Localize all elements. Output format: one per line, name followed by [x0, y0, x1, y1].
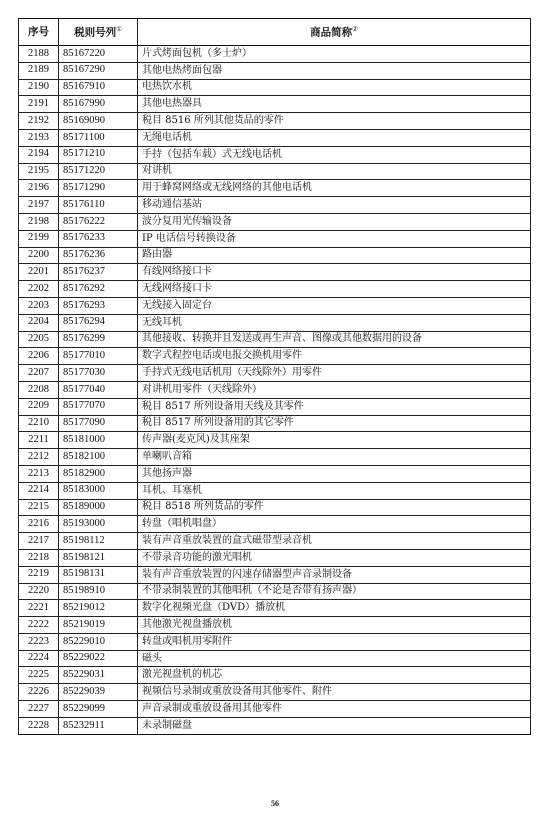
table-row [19, 180, 531, 197]
row-seq: 2214 [19, 482, 59, 499]
row-code: 85177030 [59, 365, 138, 382]
row-name: 磁头 [138, 650, 531, 667]
row-name: 不带录音功能的激光唱机 [138, 549, 531, 566]
row-seq: 2210 [19, 415, 59, 432]
row-name: 片式烤面包机（多士炉） [138, 46, 531, 63]
table-row [19, 533, 531, 550]
row-seq: 2211 [19, 432, 59, 449]
row-name: 无线耳机 [138, 314, 531, 331]
row-seq: 2225 [19, 667, 59, 684]
row-name: 移动通信基站 [138, 197, 531, 214]
row-name: 转盘（唱机唱盘） [138, 516, 531, 533]
table-row [19, 516, 531, 533]
table-row [19, 46, 531, 63]
row-code: 85182900 [59, 465, 138, 482]
row-name: 路由器 [138, 247, 531, 264]
row-code: 85176236 [59, 247, 138, 264]
row-seq: 2203 [19, 297, 59, 314]
row-seq: 2209 [19, 398, 59, 415]
row-name: 其他扬声器 [138, 465, 531, 482]
table-row [19, 213, 531, 230]
row-name: 对讲机用零件（天线除外） [138, 381, 531, 398]
row-name: 视频信号录制或重放设备用其他零件、附件 [138, 684, 531, 701]
row-seq: 2205 [19, 331, 59, 348]
row-name: 无绳电话机 [138, 129, 531, 146]
row-seq: 2220 [19, 583, 59, 600]
row-code: 85167290 [59, 62, 138, 79]
row-name: 数字式程控电话或电报交换机用零件 [138, 348, 531, 365]
table-row [19, 365, 531, 382]
table-row [19, 465, 531, 482]
row-name: 电热饮水机 [138, 79, 531, 96]
row-name: 耳机、耳塞机 [138, 482, 531, 499]
table-row [19, 633, 531, 650]
row-seq: 2192 [19, 113, 59, 130]
footnote-mark-2: ② [352, 25, 358, 33]
row-code: 85171290 [59, 180, 138, 197]
row-seq: 2216 [19, 516, 59, 533]
header-name [138, 19, 531, 46]
row-seq: 2196 [19, 180, 59, 197]
table-row [19, 482, 531, 499]
row-name: 激光视盘机的机芯 [138, 667, 531, 684]
tariff-table [18, 18, 531, 735]
row-code: 85176293 [59, 297, 138, 314]
row-code: 85176292 [59, 281, 138, 298]
row-seq: 2217 [19, 533, 59, 550]
row-code: 85176222 [59, 213, 138, 230]
header-seq [19, 19, 59, 46]
row-name: 税目 8517 所列设备用天线及其零件 [138, 398, 531, 415]
row-code: 85232911 [59, 717, 138, 734]
row-name: 税目 8516 所列其他货品的零件 [138, 113, 531, 130]
table-row [19, 381, 531, 398]
row-code: 85219012 [59, 600, 138, 617]
table-row [19, 297, 531, 314]
row-seq: 2208 [19, 381, 59, 398]
table-row [19, 146, 531, 163]
row-code: 85182100 [59, 449, 138, 466]
row-seq: 2193 [19, 129, 59, 146]
row-seq: 2200 [19, 247, 59, 264]
row-name: 转盘或唱机用零附件 [138, 633, 531, 650]
row-name: 税目 8518 所列货品的零件 [138, 499, 531, 516]
row-name: 单喇叭音箱 [138, 449, 531, 466]
row-seq: 2190 [19, 79, 59, 96]
row-seq: 2199 [19, 230, 59, 247]
row-seq: 2223 [19, 633, 59, 650]
row-code: 85193000 [59, 516, 138, 533]
table-row [19, 62, 531, 79]
row-code: 85198910 [59, 583, 138, 600]
row-seq: 2195 [19, 163, 59, 180]
table-row [19, 163, 531, 180]
row-code: 85177010 [59, 348, 138, 365]
row-seq: 2188 [19, 46, 59, 63]
row-seq: 2194 [19, 146, 59, 163]
row-seq: 2227 [19, 701, 59, 718]
header-seq-label: 序号 [28, 25, 49, 38]
row-seq: 2189 [19, 62, 59, 79]
table-row [19, 96, 531, 113]
row-code: 85198131 [59, 566, 138, 583]
row-seq: 2204 [19, 314, 59, 331]
row-code: 85229031 [59, 667, 138, 684]
row-seq: 2222 [19, 617, 59, 634]
row-name: 其他激光视盘播放机 [138, 617, 531, 634]
row-code: 85176110 [59, 197, 138, 214]
row-seq: 2219 [19, 566, 59, 583]
row-name: IP 电话信号转换设备 [138, 230, 531, 247]
row-code: 85181000 [59, 432, 138, 449]
table-row [19, 314, 531, 331]
row-name: 数字化视频光盘（DVD）播放机 [138, 600, 531, 617]
row-name: 不带录制装置的其他唱机（不论是否带有扬声器） [138, 583, 531, 600]
row-code: 85171210 [59, 146, 138, 163]
row-name: 无线接入固定台 [138, 297, 531, 314]
row-code: 85177090 [59, 415, 138, 432]
row-name: 手持（包括车载）式无线电话机 [138, 146, 531, 163]
row-name: 未录制磁盘 [138, 717, 531, 734]
row-name: 对讲机 [138, 163, 531, 180]
table-row [19, 264, 531, 281]
row-seq: 2198 [19, 213, 59, 230]
row-name: 用于蜂窝网络或无线网络的其他电话机 [138, 180, 531, 197]
row-code: 85167910 [59, 79, 138, 96]
table-row [19, 432, 531, 449]
header-code [59, 19, 138, 46]
row-seq: 2207 [19, 365, 59, 382]
table-row [19, 549, 531, 566]
row-name: 其他电热器具 [138, 96, 531, 113]
row-name: 无线网络接口卡 [138, 281, 531, 298]
row-seq: 2226 [19, 684, 59, 701]
row-name: 装有声音重放装置的盒式磁带型录音机 [138, 533, 531, 550]
row-name: 其他电热烤面包器 [138, 62, 531, 79]
row-code: 85176294 [59, 314, 138, 331]
row-seq: 2221 [19, 600, 59, 617]
table-row [19, 398, 531, 415]
row-code: 85177070 [59, 398, 138, 415]
row-code: 85177040 [59, 381, 138, 398]
row-code: 85229039 [59, 684, 138, 701]
row-seq: 2228 [19, 717, 59, 734]
table-row [19, 348, 531, 365]
row-name: 波分复用光传输设备 [138, 213, 531, 230]
header-row [19, 19, 531, 46]
table-row [19, 331, 531, 348]
row-seq: 2212 [19, 449, 59, 466]
table-row [19, 197, 531, 214]
table-row [19, 684, 531, 701]
row-seq: 2224 [19, 650, 59, 667]
row-code: 85176299 [59, 331, 138, 348]
footnote-mark-1: ① [116, 25, 122, 33]
row-code: 85198112 [59, 533, 138, 550]
row-code: 85176233 [59, 230, 138, 247]
page-number: 56 [271, 799, 279, 808]
row-name: 税目 8517 所列设备用的其它零件 [138, 415, 531, 432]
table-row [19, 415, 531, 432]
row-code: 85176237 [59, 264, 138, 281]
table-row [19, 650, 531, 667]
table-row [19, 667, 531, 684]
table-row [19, 701, 531, 718]
row-seq: 2197 [19, 197, 59, 214]
table-header [19, 19, 531, 46]
table-row [19, 617, 531, 634]
table-row [19, 281, 531, 298]
row-code: 85167990 [59, 96, 138, 113]
table-row [19, 499, 531, 516]
table-row [19, 717, 531, 734]
row-name: 有线网络接口卡 [138, 264, 531, 281]
row-seq: 2206 [19, 348, 59, 365]
table-row [19, 129, 531, 146]
row-code: 85198121 [59, 549, 138, 566]
header-name-label: 商品简称 [310, 26, 353, 39]
table-row [19, 230, 531, 247]
row-seq: 2215 [19, 499, 59, 516]
table-row [19, 113, 531, 130]
table-row [19, 566, 531, 583]
header-code-label: 税则号列 [74, 26, 117, 39]
row-seq: 2191 [19, 96, 59, 113]
row-name: 其他接收、转换并且发送或再生声音、图像或其他数据用的设备 [138, 331, 531, 348]
row-code: 85171220 [59, 163, 138, 180]
row-code: 85167220 [59, 46, 138, 63]
row-name: 传声器(麦克风)及其座架 [138, 432, 531, 449]
table-row [19, 247, 531, 264]
row-name: 装有声音重放装置的闪速存储器型声音录制设备 [138, 566, 531, 583]
row-code: 85229022 [59, 650, 138, 667]
row-code: 85171100 [59, 129, 138, 146]
table-row [19, 583, 531, 600]
row-seq: 2201 [19, 264, 59, 281]
row-code: 85219019 [59, 617, 138, 634]
row-code: 85229010 [59, 633, 138, 650]
row-name: 手持式无线电话机用（天线除外）用零件 [138, 365, 531, 382]
table-row [19, 79, 531, 96]
row-code: 85189000 [59, 499, 138, 516]
row-name: 声音录制或重放设备用其他零件 [138, 701, 531, 718]
row-seq: 2218 [19, 549, 59, 566]
row-code: 85169090 [59, 113, 138, 130]
row-seq: 2213 [19, 465, 59, 482]
table-row [19, 449, 531, 466]
row-code: 85183000 [59, 482, 138, 499]
table-body [19, 46, 531, 735]
table-row [19, 600, 531, 617]
row-code: 85229099 [59, 701, 138, 718]
row-seq: 2202 [19, 281, 59, 298]
